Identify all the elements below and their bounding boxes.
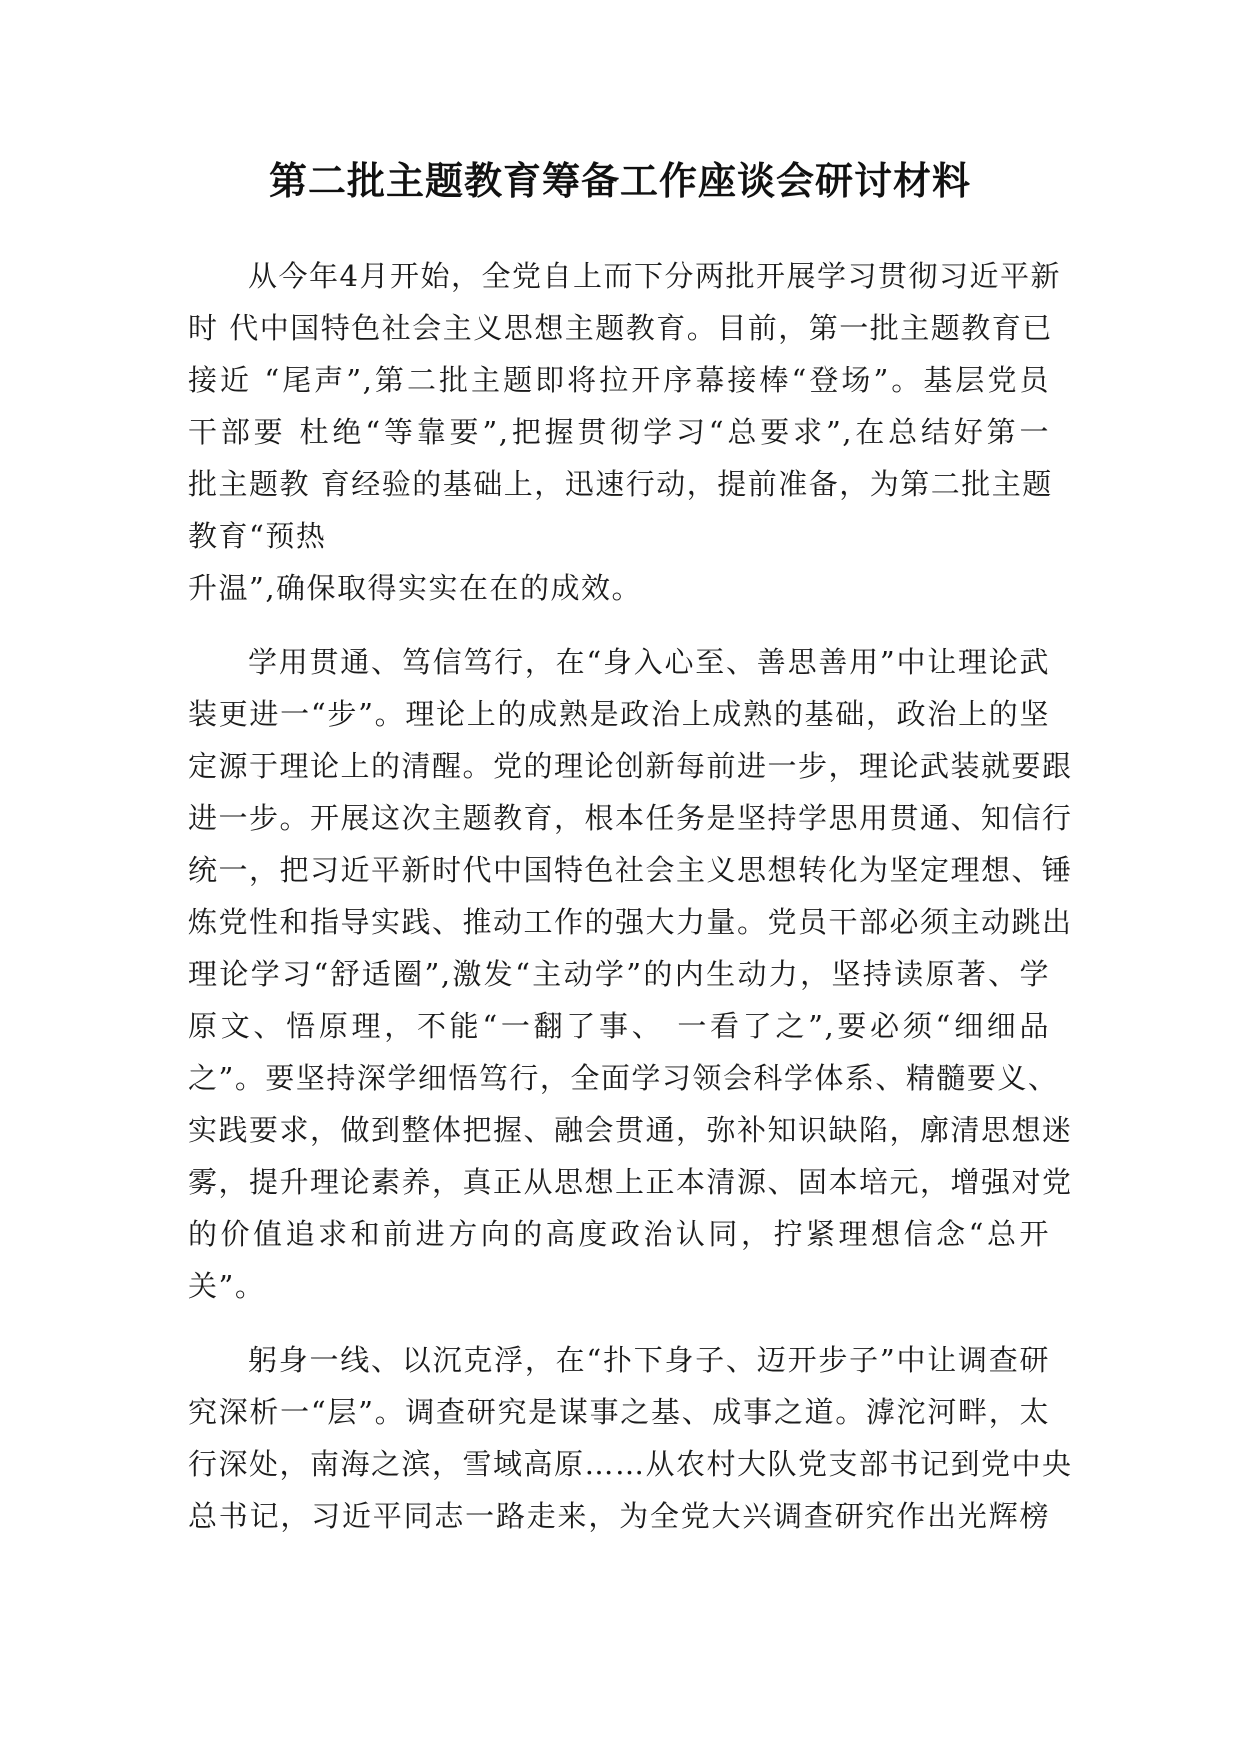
paragraph-line: 时 代中国特色社会主义思想主题教育。目前，第一批主题教育已 (188, 311, 1053, 345)
paragraph-line: 关”。 (188, 1269, 266, 1303)
paragraph-line: 教育“预热 (188, 519, 327, 553)
paragraph-line: 进一步。开展这次主题教育，根本任务是坚持学思用贯通、知信行 (188, 801, 1073, 835)
paragraph-line: 的价值追求和前进方向的高度政治认同，拧紧理想信念“总开 (188, 1217, 1050, 1251)
paragraph-line: 躬身一线、以沉克浮，在“扑下身子、迈开步子”中让调查研 (248, 1343, 1050, 1377)
paragraph-line: 雾，提升理论素养，真正从思想上正本清源、固本培元，增强对党 (188, 1165, 1073, 1199)
paragraph-line: 统一，把习近平新时代中国特色社会主义思想转化为坚定理想、锤 (188, 853, 1073, 887)
paragraph-3 (188, 1334, 1073, 1542)
paragraph-line: 干部要 杜绝“等靠要”,把握贯彻学习“总要求”,在总结好第一 (188, 415, 1050, 449)
paragraph-1 (188, 250, 1061, 614)
paragraph-line: 学用贯通、笃信笃行，在“身入心至、善思善用”中让理论武 (248, 645, 1050, 679)
paragraph-line: 批主题教 育经验的基础上，迅速行动，提前准备，为第二批主题 (188, 467, 1053, 501)
paragraph-line: 之”。要坚持深学细悟笃行，全面学习领会科学体系、精髓要义、 (188, 1061, 1059, 1095)
document-body (188, 250, 1073, 1542)
paragraph-line: 装更进一“步”。理论上的成熟是政治上成熟的基础，政治上的坚 (188, 697, 1050, 731)
paragraph-line: 升温”,确保取得实实在在的成效。 (188, 571, 643, 605)
paragraph-line: 理论学习“舒适圈”,激发“主动学”的内生动力，坚持读原著、学 (188, 957, 1050, 991)
paragraph-line: 炼党性和指导实践、推动工作的强大力量。党员干部必须主动跳出 (188, 905, 1073, 939)
paragraph-line: 实践要求，做到整体把握、融会贯通，弥补知识缺陷，廓清思想迷 (188, 1113, 1073, 1147)
paragraph-line: 行深处，南海之滨，雪域高原……从农村大队党支部书记到党中央 (188, 1447, 1073, 1481)
paragraph-line: 从今年4月开始，全党自上而下分两批开展学习贯彻习近平新 (248, 259, 1061, 293)
document-title: 第二批主题教育筹备工作座谈会研讨材料 (268, 159, 971, 203)
paragraph-2 (188, 636, 1073, 1312)
paragraph-line: 总书记，习近平同志一路走来，为全党大兴调查研究作出光辉榜 (188, 1499, 1050, 1533)
paragraph-line: 接近 “尾声”,第二批主题即将拉开序幕接棒“登场”。基层党员 (188, 363, 1050, 397)
paragraph-line: 定源于理论上的清醒。党的理论创新每前进一步，理论武装就要跟 (188, 749, 1073, 783)
paragraph-line: 原文、悟原理，不能“一翻了事、 一看了之”,要必须“细细品 (188, 1009, 1050, 1043)
paragraph-line: 究深析一“层”。调查研究是谋事之基、成事之道。滹沱河畔，太 (188, 1395, 1050, 1429)
